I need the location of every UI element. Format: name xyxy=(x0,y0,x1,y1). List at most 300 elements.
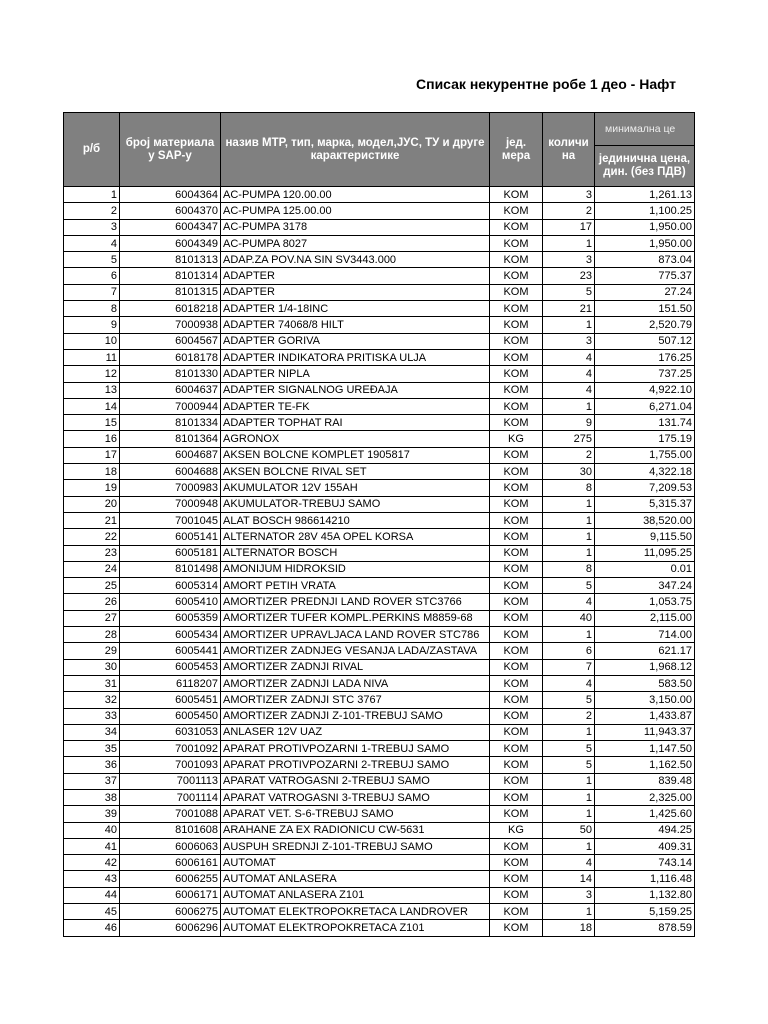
cell-rb: 46 xyxy=(64,920,120,936)
cell-rb: 44 xyxy=(64,887,120,903)
cell-qty: 17 xyxy=(543,219,595,235)
cell-qty: 5 xyxy=(543,578,595,594)
cell-name: AUTOMAT xyxy=(221,855,490,871)
table-row xyxy=(64,349,695,365)
cell-name: ADAPTER 1/4-18INC xyxy=(221,301,490,317)
cell-rb: 4 xyxy=(64,235,120,251)
cell-unit: KOM xyxy=(490,529,543,545)
cell-price: 714.00 xyxy=(595,627,695,643)
cell-name: ANLASER 12V UAZ xyxy=(221,724,490,740)
cell-unit: KOM xyxy=(490,382,543,398)
cell-unit: KOM xyxy=(490,871,543,887)
cell-unit: KOM xyxy=(490,578,543,594)
cell-qty: 2 xyxy=(543,708,595,724)
cell-qty: 23 xyxy=(543,268,595,284)
cell-unit: KOM xyxy=(490,675,543,691)
cell-sap: 6004370 xyxy=(120,203,221,219)
cell-qty: 1 xyxy=(543,627,595,643)
cell-rb: 34 xyxy=(64,724,120,740)
cell-price: 873.04 xyxy=(595,252,695,268)
table-row xyxy=(64,692,695,708)
cell-name: ADAPTER 74068/8 HILT xyxy=(221,317,490,333)
cell-name: AMORTIZER UPRAVLJACA LAND ROVER STC786 xyxy=(221,627,490,643)
cell-price: 1,053.75 xyxy=(595,594,695,610)
cell-rb: 31 xyxy=(64,675,120,691)
cell-qty: 4 xyxy=(543,349,595,365)
table-row xyxy=(64,594,695,610)
cell-price: 11,095.25 xyxy=(595,545,695,561)
cell-rb: 25 xyxy=(64,578,120,594)
page-title: Списак некурентне робе 1 део - Нафт xyxy=(416,76,677,92)
cell-qty: 4 xyxy=(543,675,595,691)
cell-sap: 8101498 xyxy=(120,561,221,577)
cell-rb: 35 xyxy=(64,741,120,757)
cell-sap: 6004688 xyxy=(120,464,221,480)
cell-qty: 4 xyxy=(543,855,595,871)
cell-unit: KOM xyxy=(490,920,543,936)
cell-unit: KOM xyxy=(490,773,543,789)
cell-qty: 8 xyxy=(543,561,595,577)
cell-rb: 30 xyxy=(64,659,120,675)
cell-price: 176.25 xyxy=(595,349,695,365)
cell-name: AMORT PETIH VRATA xyxy=(221,578,490,594)
cell-sap: 6006296 xyxy=(120,920,221,936)
cell-price: 2,520.79 xyxy=(595,317,695,333)
cell-price: 27.24 xyxy=(595,284,695,300)
header-rb: р/б xyxy=(64,113,120,187)
header-unit: јед. мера xyxy=(490,113,543,187)
cell-unit: KOM xyxy=(490,349,543,365)
cell-price: 131.74 xyxy=(595,415,695,431)
cell-rb: 43 xyxy=(64,871,120,887)
cell-rb: 29 xyxy=(64,643,120,659)
cell-name: AKSEN BOLCNE KOMPLET 1905817 xyxy=(221,447,490,463)
cell-unit: KOM xyxy=(490,887,543,903)
cell-unit: KOM xyxy=(490,512,543,528)
cell-unit: KOM xyxy=(490,333,543,349)
cell-price: 1,132.80 xyxy=(595,887,695,903)
header-sap: број материала у SAP-у xyxy=(120,113,221,187)
cell-unit: KOM xyxy=(490,627,543,643)
cell-price: 175.19 xyxy=(595,431,695,447)
table-row xyxy=(64,675,695,691)
cell-price: 743.14 xyxy=(595,855,695,871)
cell-sap: 8101313 xyxy=(120,252,221,268)
cell-rb: 38 xyxy=(64,789,120,805)
cell-unit: KOM xyxy=(490,252,543,268)
cell-rb: 11 xyxy=(64,349,120,365)
cell-qty: 3 xyxy=(543,333,595,349)
cell-sap: 8101608 xyxy=(120,822,221,838)
cell-qty: 275 xyxy=(543,431,595,447)
cell-price: 1,950.00 xyxy=(595,235,695,251)
table-row xyxy=(64,855,695,871)
cell-qty: 2 xyxy=(543,203,595,219)
cell-sap: 6005434 xyxy=(120,627,221,643)
cell-unit: KG xyxy=(490,431,543,447)
cell-unit: KOM xyxy=(490,187,543,203)
cell-price: 1,100.25 xyxy=(595,203,695,219)
cell-qty: 7 xyxy=(543,659,595,675)
cell-sap: 6005453 xyxy=(120,659,221,675)
cell-name: AMONIJUM HIDROKSID xyxy=(221,561,490,577)
cell-sap: 8101314 xyxy=(120,268,221,284)
cell-sap: 6006161 xyxy=(120,855,221,871)
table-row xyxy=(64,219,695,235)
cell-qty: 1 xyxy=(543,398,595,414)
cell-unit: KOM xyxy=(490,789,543,805)
cell-name: APARAT VET. S-6-TREBUJ SAMO xyxy=(221,806,490,822)
cell-name: AMORTIZER ZADNJI Z-101-TREBUJ SAMO xyxy=(221,708,490,724)
cell-unit: KOM xyxy=(490,366,543,382)
cell-name: AKUMULATOR-TREBUJ SAMO xyxy=(221,496,490,512)
table-row xyxy=(64,187,695,203)
cell-rb: 10 xyxy=(64,333,120,349)
cell-name: AMORTIZER PREDNJI LAND ROVER STC3766 xyxy=(221,594,490,610)
cell-sap: 6018178 xyxy=(120,349,221,365)
table-row xyxy=(64,284,695,300)
table-row xyxy=(64,920,695,936)
cell-price: 1,950.00 xyxy=(595,219,695,235)
table-row xyxy=(64,366,695,382)
cell-sap: 7001113 xyxy=(120,773,221,789)
cell-rb: 1 xyxy=(64,187,120,203)
cell-price: 1,162.50 xyxy=(595,757,695,773)
table-row xyxy=(64,757,695,773)
cell-name: ALTERNATOR BOSCH xyxy=(221,545,490,561)
cell-rb: 39 xyxy=(64,806,120,822)
cell-qty: 1 xyxy=(543,773,595,789)
cell-rb: 22 xyxy=(64,529,120,545)
cell-price: 409.31 xyxy=(595,838,695,854)
table-row xyxy=(64,203,695,219)
header-name: назив МТР, тип, марка, модел,ЈУС, ТУ и друге карактеристике xyxy=(221,113,490,187)
table-row xyxy=(64,708,695,724)
cell-sap: 7001093 xyxy=(120,757,221,773)
table-row xyxy=(64,904,695,920)
cell-name: ADAPTER INDIKATORA PRITISKA ULJA xyxy=(221,349,490,365)
cell-name: APARAT PROTIVPOZARNI 2-TREBUJ SAMO xyxy=(221,757,490,773)
cell-sap: 7001045 xyxy=(120,512,221,528)
cell-name: AC-PUMPA 8027 xyxy=(221,235,490,251)
cell-price: 583.50 xyxy=(595,675,695,691)
cell-rb: 42 xyxy=(64,855,120,871)
cell-rb: 6 xyxy=(64,268,120,284)
cell-sap: 6006171 xyxy=(120,887,221,903)
cell-qty: 1 xyxy=(543,317,595,333)
cell-sap: 6031053 xyxy=(120,724,221,740)
cell-qty: 5 xyxy=(543,284,595,300)
cell-price: 839.48 xyxy=(595,773,695,789)
cell-price: 38,520.00 xyxy=(595,512,695,528)
cell-sap: 6118207 xyxy=(120,675,221,691)
cell-unit: KOM xyxy=(490,904,543,920)
cell-qty: 8 xyxy=(543,480,595,496)
cell-price: 1,755.00 xyxy=(595,447,695,463)
table-row xyxy=(64,871,695,887)
table-row xyxy=(64,806,695,822)
cell-price: 494.25 xyxy=(595,822,695,838)
cell-sap: 6005314 xyxy=(120,578,221,594)
cell-price: 7,209.53 xyxy=(595,480,695,496)
table-row xyxy=(64,545,695,561)
cell-rb: 33 xyxy=(64,708,120,724)
cell-unit: KOM xyxy=(490,317,543,333)
cell-unit: KOM xyxy=(490,594,543,610)
table-row xyxy=(64,301,695,317)
cell-unit: KOM xyxy=(490,708,543,724)
cell-unit: KOM xyxy=(490,561,543,577)
cell-unit: KOM xyxy=(490,415,543,431)
cell-price: 507.12 xyxy=(595,333,695,349)
cell-qty: 3 xyxy=(543,887,595,903)
table-row xyxy=(64,578,695,594)
cell-price: 2,115.00 xyxy=(595,610,695,626)
cell-sap: 6004687 xyxy=(120,447,221,463)
cell-name: ARAHANE ZA EX RADIONICU CW-5631 xyxy=(221,822,490,838)
cell-unit: KOM xyxy=(490,480,543,496)
cell-qty: 1 xyxy=(543,529,595,545)
table-row xyxy=(64,382,695,398)
cell-qty: 4 xyxy=(543,594,595,610)
cell-name: ALAT BOSCH 986614210 xyxy=(221,512,490,528)
table-row xyxy=(64,268,695,284)
cell-qty: 1 xyxy=(543,512,595,528)
table-row xyxy=(64,561,695,577)
cell-name: AUTOMAT ELEKTROPOKRETACA LANDROVER xyxy=(221,904,490,920)
table-row xyxy=(64,724,695,740)
cell-price: 1,261.13 xyxy=(595,187,695,203)
cell-name: ADAPTER TE-FK xyxy=(221,398,490,414)
cell-unit: KOM xyxy=(490,692,543,708)
table-row xyxy=(64,415,695,431)
cell-rb: 2 xyxy=(64,203,120,219)
cell-sap: 6005141 xyxy=(120,529,221,545)
cell-unit: KOM xyxy=(490,268,543,284)
cell-rb: 32 xyxy=(64,692,120,708)
cell-rb: 16 xyxy=(64,431,120,447)
cell-rb: 7 xyxy=(64,284,120,300)
cell-rb: 21 xyxy=(64,512,120,528)
cell-name: AMORTIZER ZADNJI RIVAL xyxy=(221,659,490,675)
cell-name: APARAT VATROGASNI 2-TREBUJ SAMO xyxy=(221,773,490,789)
cell-qty: 21 xyxy=(543,301,595,317)
cell-rb: 3 xyxy=(64,219,120,235)
cell-name: ALTERNATOR 28V 45A OPEL KORSA xyxy=(221,529,490,545)
table-row xyxy=(64,464,695,480)
table-row xyxy=(64,317,695,333)
cell-qty: 14 xyxy=(543,871,595,887)
cell-sap: 6005451 xyxy=(120,692,221,708)
cell-rb: 27 xyxy=(64,610,120,626)
table-row xyxy=(64,529,695,545)
cell-price: 1,116.48 xyxy=(595,871,695,887)
cell-qty: 1 xyxy=(543,806,595,822)
cell-price: 1,968.12 xyxy=(595,659,695,675)
cell-unit: KG xyxy=(490,822,543,838)
cell-qty: 1 xyxy=(543,904,595,920)
cell-unit: KOM xyxy=(490,545,543,561)
cell-qty: 18 xyxy=(543,920,595,936)
cell-price: 3,150.00 xyxy=(595,692,695,708)
cell-rb: 45 xyxy=(64,904,120,920)
cell-name: AMORTIZER TUFER KOMPL.PERKINS M8859-68 xyxy=(221,610,490,626)
cell-rb: 36 xyxy=(64,757,120,773)
cell-unit: KOM xyxy=(490,806,543,822)
cell-qty: 3 xyxy=(543,252,595,268)
cell-sap: 6005359 xyxy=(120,610,221,626)
table-row xyxy=(64,496,695,512)
cell-name: AKUMULATOR 12V 155AH xyxy=(221,480,490,496)
cell-name: APARAT VATROGASNI 3-TREBUJ SAMO xyxy=(221,789,490,805)
header-qty: количи на xyxy=(543,113,595,187)
cell-unit: KOM xyxy=(490,301,543,317)
table-row xyxy=(64,398,695,414)
cell-sap: 6004637 xyxy=(120,382,221,398)
cell-unit: KOM xyxy=(490,235,543,251)
cell-name: AMORTIZER ZADNJI LADA NIVA xyxy=(221,675,490,691)
cell-name: AMORTIZER ZADNJI STC 3767 xyxy=(221,692,490,708)
cell-qty: 50 xyxy=(543,822,595,838)
cell-qty: 4 xyxy=(543,366,595,382)
cell-rb: 13 xyxy=(64,382,120,398)
table-row xyxy=(64,333,695,349)
cell-sap: 6004349 xyxy=(120,235,221,251)
cell-unit: KOM xyxy=(490,610,543,626)
header-unit-price: јединична цена, дин. (без ПДВ) xyxy=(595,146,695,187)
cell-sap: 8101334 xyxy=(120,415,221,431)
cell-unit: KOM xyxy=(490,659,543,675)
cell-price: 1,147.50 xyxy=(595,741,695,757)
cell-name: ADAPTER NIPLA xyxy=(221,366,490,382)
cell-rb: 17 xyxy=(64,447,120,463)
table-row xyxy=(64,512,695,528)
table-row xyxy=(64,643,695,659)
cell-name: AUSPUH SREDNJI Z-101-TREBUJ SAMO xyxy=(221,838,490,854)
table-row xyxy=(64,447,695,463)
cell-qty: 30 xyxy=(543,464,595,480)
cell-rb: 9 xyxy=(64,317,120,333)
cell-rb: 20 xyxy=(64,496,120,512)
cell-name: AMORTIZER ZADNJEG VESANJA LADA/ZASTAVA xyxy=(221,643,490,659)
cell-rb: 23 xyxy=(64,545,120,561)
table-row xyxy=(64,627,695,643)
cell-unit: KOM xyxy=(490,724,543,740)
cell-qty: 1 xyxy=(543,724,595,740)
cell-price: 5,315.37 xyxy=(595,496,695,512)
cell-sap: 6004364 xyxy=(120,187,221,203)
header-min-price: минимална це xyxy=(595,113,695,146)
cell-qty: 1 xyxy=(543,838,595,854)
cell-sap: 6006063 xyxy=(120,838,221,854)
cell-price: 2,325.00 xyxy=(595,789,695,805)
cell-qty: 1 xyxy=(543,496,595,512)
cell-rb: 14 xyxy=(64,398,120,414)
cell-sap: 7001114 xyxy=(120,789,221,805)
table-row xyxy=(64,480,695,496)
cell-qty: 1 xyxy=(543,235,595,251)
cell-price: 621.17 xyxy=(595,643,695,659)
cell-unit: KOM xyxy=(490,203,543,219)
cell-rb: 26 xyxy=(64,594,120,610)
cell-price: 9,115.50 xyxy=(595,529,695,545)
cell-sap: 7000983 xyxy=(120,480,221,496)
cell-name: AUTOMAT ELEKTROPOKRETACA Z101 xyxy=(221,920,490,936)
cell-price: 1,425.60 xyxy=(595,806,695,822)
cell-price: 347.24 xyxy=(595,578,695,594)
table-row xyxy=(64,659,695,675)
cell-sap: 7000948 xyxy=(120,496,221,512)
goods-table xyxy=(63,112,695,937)
cell-sap: 6005410 xyxy=(120,594,221,610)
cell-rb: 24 xyxy=(64,561,120,577)
table-row xyxy=(64,610,695,626)
cell-unit: KOM xyxy=(490,855,543,871)
cell-rb: 15 xyxy=(64,415,120,431)
cell-sap: 6005181 xyxy=(120,545,221,561)
cell-name: AC-PUMPA 125.00.00 xyxy=(221,203,490,219)
cell-sap: 7000938 xyxy=(120,317,221,333)
table-row xyxy=(64,741,695,757)
cell-price: 151.50 xyxy=(595,301,695,317)
cell-name: ADAPTER GORIVA xyxy=(221,333,490,349)
cell-sap: 6006255 xyxy=(120,871,221,887)
cell-name: AC-PUMPA 120.00.00 xyxy=(221,187,490,203)
table-row xyxy=(64,431,695,447)
cell-qty: 1 xyxy=(543,789,595,805)
cell-qty: 6 xyxy=(543,643,595,659)
cell-sap: 6004567 xyxy=(120,333,221,349)
table-row xyxy=(64,252,695,268)
cell-sap: 6006275 xyxy=(120,904,221,920)
cell-rb: 19 xyxy=(64,480,120,496)
cell-price: 1,433.87 xyxy=(595,708,695,724)
table-row xyxy=(64,235,695,251)
cell-sap: 6018218 xyxy=(120,301,221,317)
cell-unit: KOM xyxy=(490,447,543,463)
cell-qty: 2 xyxy=(543,447,595,463)
cell-price: 775.37 xyxy=(595,268,695,284)
cell-price: 4,322.18 xyxy=(595,464,695,480)
cell-unit: KOM xyxy=(490,757,543,773)
cell-rb: 18 xyxy=(64,464,120,480)
cell-price: 0.01 xyxy=(595,561,695,577)
cell-qty: 4 xyxy=(543,382,595,398)
cell-sap: 7001088 xyxy=(120,806,221,822)
cell-sap: 6005441 xyxy=(120,643,221,659)
cell-sap: 6005450 xyxy=(120,708,221,724)
cell-name: AGRONOX xyxy=(221,431,490,447)
cell-name: AKSEN BOLCNE RIVAL SET xyxy=(221,464,490,480)
cell-sap: 8101364 xyxy=(120,431,221,447)
cell-sap: 8101315 xyxy=(120,284,221,300)
cell-name: AUTOMAT ANLASERA xyxy=(221,871,490,887)
cell-sap: 8101330 xyxy=(120,366,221,382)
cell-name: ADAP.ZA POV.NA SIN SV3443.000 xyxy=(221,252,490,268)
cell-price: 878.59 xyxy=(595,920,695,936)
cell-price: 5,159.25 xyxy=(595,904,695,920)
cell-unit: KOM xyxy=(490,741,543,757)
cell-name: ADAPTER SIGNALNOG UREĐAJA xyxy=(221,382,490,398)
cell-qty: 3 xyxy=(543,187,595,203)
cell-qty: 9 xyxy=(543,415,595,431)
cell-name: AUTOMAT ANLASERA Z101 xyxy=(221,887,490,903)
cell-rb: 8 xyxy=(64,301,120,317)
table-row xyxy=(64,789,695,805)
table-row xyxy=(64,773,695,789)
cell-unit: KOM xyxy=(490,284,543,300)
cell-rb: 28 xyxy=(64,627,120,643)
